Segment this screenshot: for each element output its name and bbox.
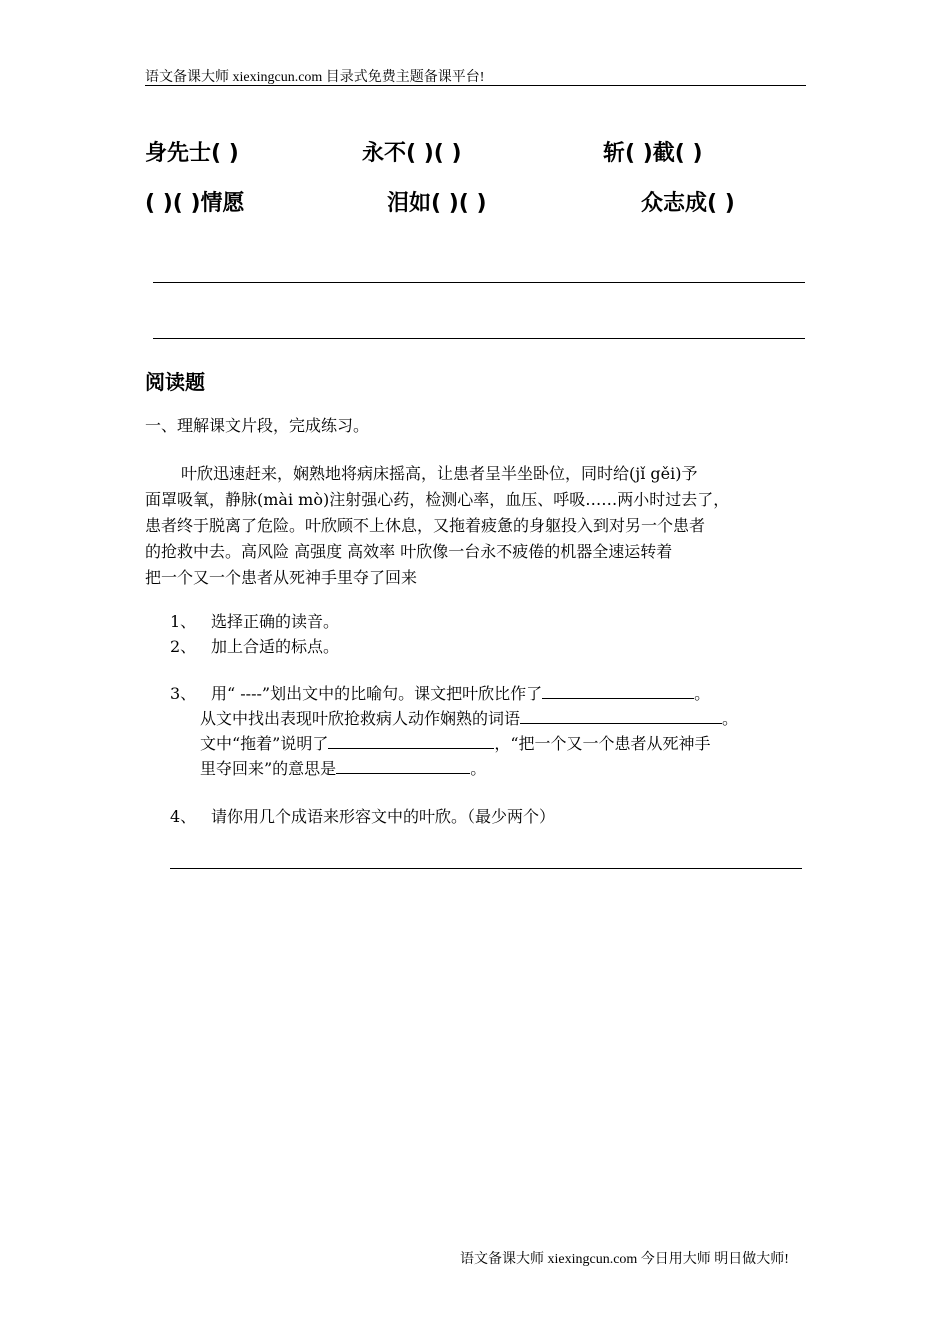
answer-blank[interactable] bbox=[520, 706, 722, 724]
answer-blank[interactable] bbox=[328, 731, 494, 749]
question-2 bbox=[170, 634, 339, 657]
idiom-4: ( )( )情愿 bbox=[145, 191, 245, 216]
passage-line: 叶欣迅速赶来，娴熟地将病床摇高，让患者呈半坐卧位，同时给(jǐ gěi)予 bbox=[181, 464, 698, 483]
passage-line: 把一个又一个患者从死神手里夺了回来 bbox=[145, 568, 418, 587]
answer-line-1 bbox=[153, 282, 805, 283]
page-header: 语文备课大师 xiexingcun.com 目录式免费主题备课平台! bbox=[145, 70, 485, 85]
question-4 bbox=[170, 804, 555, 827]
answer-blank[interactable] bbox=[336, 756, 470, 774]
question-3 bbox=[170, 681, 810, 781]
idiom-5: 泪如( )( ) bbox=[387, 191, 487, 216]
question-number: 1、 bbox=[170, 612, 197, 631]
answer-line-2 bbox=[153, 338, 805, 339]
question-1 bbox=[170, 609, 339, 632]
idiom-3: 斩( )截( ) bbox=[603, 141, 703, 166]
punctuation: 。 bbox=[722, 709, 739, 728]
question-number: 3、 bbox=[170, 684, 197, 703]
idiom-1: 身先士( ) bbox=[145, 141, 239, 166]
question-text: 里夺回来”的意思是 bbox=[200, 759, 337, 778]
question-number: 4、 bbox=[170, 807, 197, 826]
passage-line: 患者终于脱离了危险。叶欣顾不上休息，又拖着疲惫的身躯投入到对另一个患者 bbox=[145, 516, 706, 535]
passage-line: 面罩吸氧，静脉(mài mò)注射强心药，检测心率，血压、呼吸……两小时过去了， bbox=[145, 490, 730, 509]
punctuation: 。 bbox=[694, 684, 711, 703]
page-footer: 语文备课大师 xiexingcun.com 今日用大师 明日做大师! bbox=[460, 1252, 789, 1267]
reading-heading: 阅读题 bbox=[145, 370, 205, 394]
punctuation: 。 bbox=[470, 759, 487, 778]
reading-passage bbox=[145, 461, 807, 591]
header-rule bbox=[145, 85, 806, 86]
question-text: 用“ ----”划出文中的比喻句。课文把叶欣比作了 bbox=[211, 684, 543, 703]
idiom-6: 众志成( ) bbox=[641, 191, 735, 216]
passage-line: 的抢救中去。高风险 高强度 高效率 叶欣像一台永不疲倦的机器全速运转着 bbox=[145, 542, 673, 561]
answer-blank[interactable] bbox=[542, 681, 694, 699]
question-number: 2、 bbox=[170, 637, 197, 656]
question-text: 从文中找出表现叶欣抢救病人动作娴熟的词语 bbox=[200, 709, 521, 728]
question-text: ，“把一个又一个患者从死神手 bbox=[494, 734, 711, 753]
section-title: 一、理解课文片段，完成练习。 bbox=[145, 416, 370, 435]
answer-line-3 bbox=[170, 868, 802, 869]
question-text: 文中“拖着”说明了 bbox=[200, 734, 329, 753]
question-text: 请你用几个成语来形容文中的叶欣。（最少两个） bbox=[211, 807, 556, 826]
question-text: 选择正确的读音。 bbox=[211, 612, 340, 631]
question-text: 加上合适的标点。 bbox=[211, 637, 340, 656]
idiom-2: 永不( )( ) bbox=[362, 141, 462, 166]
